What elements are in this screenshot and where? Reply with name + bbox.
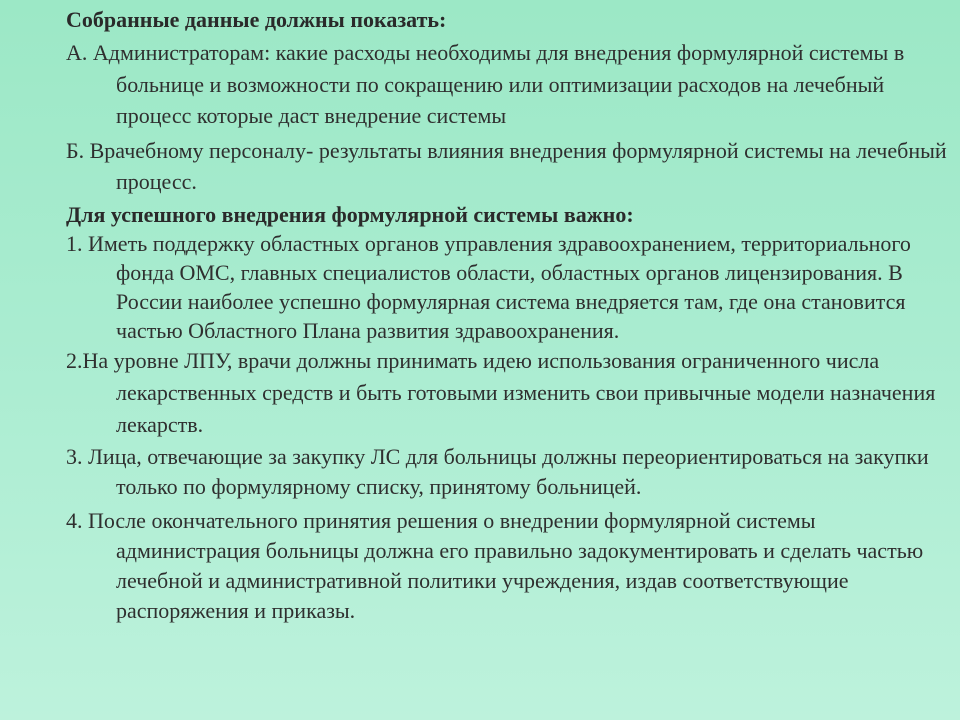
paragraph-medical-staff: Б. Врачебному персоналу- результаты влияния внедрения формулярной системы на лечебный процесс. (66, 137, 947, 194)
heading-success-conditions: Для успешного внедрения формулярной системы важно: (66, 201, 634, 227)
heading-collected-data: Собранные данные должны показать: (66, 7, 447, 32)
list-item-hospital-level: 2.На уровне ЛПУ, врачи должны принимать идею использования ограниченного числа лекарственных средств и быть готовыми изменить свои привычные модели назначения лекарств. (66, 347, 936, 437)
list-item-documentation: 4. После окончательного принятия решения о внедрении формулярной системы администрация больницы должна его правильно задокументировать и сделать частью лечебной и административной политики учреждения, издав соответствующие распоряжения и приказы. (66, 507, 924, 623)
list-item-procurement: 3. Лица, отвечающие за закупку ЛС для больницы должны переориентироваться на закупки только по формулярному списку, принятому больницей. (66, 443, 929, 499)
paragraph-administrators: А. Администраторам: какие расходы необходимы для внедрения формулярной системы в больнице и возможности по сокращению или оптимизации расходов на лечебный процесс которые даст внедрение системы (66, 40, 905, 128)
slide-content (66, 4, 951, 626)
list-item-regional-support: 1. Иметь поддержку областных органов управления здравоохранением, территориального фонда ОМС, главных специалистов области, областных органов лицензирования. В России наиболее успешно формулярная система внедряется там, где она становится частью Областного Плана развития здравоохранения. (66, 230, 911, 343)
